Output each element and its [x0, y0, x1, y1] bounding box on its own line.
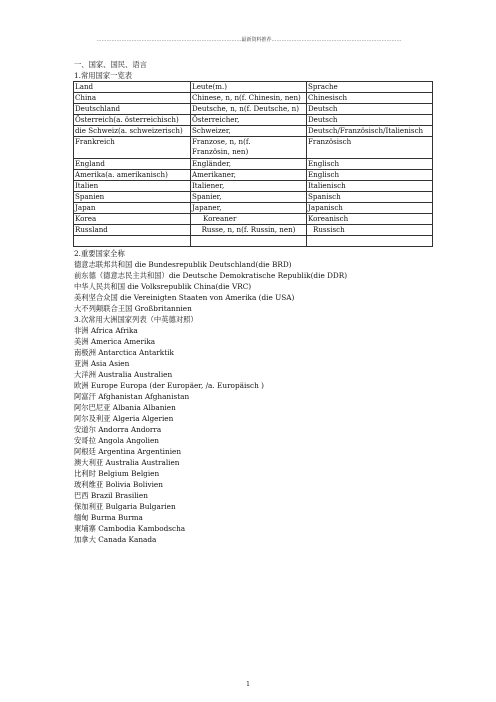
section3-line: 加拿大 Canada Kanada	[74, 535, 157, 544]
section2-line: 美利坚合众国 die Vereinigten Staaten von Amerika (die USA)	[74, 293, 295, 302]
cell-line: Französin, nen)	[192, 147, 249, 156]
table-row	[74, 181, 433, 192]
table-cell: Deutsch/Französisch/Italienisch	[307, 126, 433, 137]
table-cell: Französisch	[307, 137, 433, 159]
table-header-cell: Sprache	[307, 82, 433, 93]
table-cell: Italienisch	[307, 181, 433, 192]
section3-line: 巴西 Brazil Brasilien	[74, 491, 148, 500]
section3-line: 阿富汗 Afghanistan Afghanistan	[74, 392, 190, 401]
section3-line: 安道尔 Andorra Andorra	[74, 425, 162, 434]
table-cell: Deutschland	[74, 104, 191, 115]
table-cell: die Schweiz(a. schweizerisch)	[74, 126, 191, 137]
section3-line: 玻利维亚 Bolivia Bolivien	[74, 480, 163, 489]
table-row	[74, 170, 433, 181]
table-cell: Amerika(a. amerikanisch)	[74, 170, 191, 181]
header-dots-right: ……………………………………………………………………	[271, 37, 402, 43]
header-label: 最新资料推荐	[241, 37, 272, 43]
table-cell: Italiener,	[191, 181, 307, 192]
section2-line: 中华人民共和国 die Volksrepublik China(die VRC)	[74, 282, 252, 291]
table-cell: Englisch	[307, 170, 433, 181]
table-cell: Spanier,	[191, 192, 307, 203]
section2-heading: 2.重要国家全称	[74, 249, 125, 258]
table-cell: Chinese, n, n(f. Chinesin, nen)	[191, 93, 307, 104]
section3-line: 欧洲 Europe Europa (der Europäer, /a. Europäisch )	[74, 381, 265, 390]
table-header-cell: Land	[74, 82, 191, 93]
table-cell: Deutsch	[307, 104, 433, 115]
table-row	[74, 115, 433, 126]
table-cell: Spanien	[74, 192, 191, 203]
table-row	[74, 225, 433, 236]
table-header-cell: Leute(m.)	[191, 82, 307, 93]
section3-line: 亚洲 Asia Asien	[74, 359, 130, 368]
table-cell: Russe, n, n(f. Russin, nen)	[191, 225, 307, 236]
table-row	[74, 214, 433, 225]
section3-line: 阿尔及利亚 Algeria Algerien	[74, 414, 174, 423]
table-cell	[74, 236, 191, 247]
table-cell: Spanisch	[307, 192, 433, 203]
section3-line: 安哥拉 Angola Angolien	[74, 436, 159, 445]
table-cell: Italien	[74, 181, 191, 192]
table-row	[74, 93, 433, 104]
table-cell: Japanisch	[307, 203, 433, 214]
table-cell-multiline	[191, 137, 307, 159]
section3-line: 缅甸 Burma Burma	[74, 513, 143, 522]
header-dots-left: ……………………………………………………………………………	[96, 37, 242, 43]
section3-line: 大洋洲 Australia Australien	[74, 370, 173, 379]
country-table	[73, 81, 433, 247]
document-body	[74, 59, 434, 545]
table-cell: Engländer,	[191, 159, 307, 170]
table-cell	[307, 236, 433, 247]
table-cell: Chinesisch	[307, 93, 433, 104]
table-header-row	[74, 82, 433, 93]
table-row	[74, 192, 433, 203]
section3-line: 比利时 Belgium Belgien	[74, 469, 160, 478]
table-row	[74, 104, 433, 115]
cell-line: Franzose, n, n(f.	[192, 137, 251, 146]
section3-line: 阿尔巴尼亚 Albania Albanien	[74, 403, 176, 412]
table-row	[74, 126, 433, 137]
table-cell: Österreich(a. österreichisch)	[74, 115, 191, 126]
table-cell: Japaner,	[191, 203, 307, 214]
section2-line: 德意志联邦共和国 die Bundesrepublik Deutschland(die BRD)	[74, 260, 292, 269]
table-cell: China	[74, 93, 191, 104]
section3-line: 澳大利亚 Australia Australien	[74, 458, 180, 467]
table-row	[74, 159, 433, 170]
table-cell: Koreaner	[191, 214, 307, 225]
table-cell	[191, 236, 307, 247]
section1-subheading: 1.常用国家一览表	[74, 71, 133, 80]
page-header	[88, 36, 410, 44]
table-cell: Frankreich	[74, 137, 191, 159]
section3-line: 非洲 Africa Afrika	[74, 326, 138, 335]
table-cell: Deutsch	[307, 115, 433, 126]
section3-line: 保加利亚 Bulgaria Bulgarien	[74, 502, 176, 511]
table-cell: Schweizer,	[191, 126, 307, 137]
table-cell: Korea	[74, 214, 191, 225]
table-row	[74, 137, 433, 159]
section2-line: 前东德（德意志民主共和国）die Deutsche Demokratische Republik(die DDR)	[74, 271, 348, 280]
section3-heading: 3.次常用大洲国家列表（中英德对照）	[74, 315, 198, 324]
section3-line: 柬埔寨 Cambodia Kambodscha	[74, 524, 186, 533]
table-cell: England	[74, 159, 191, 170]
table-cell: Österreicher,	[191, 115, 307, 126]
page-number: 1	[246, 681, 250, 688]
section2-line: 大不列颠联合王国 Großbritannien	[74, 304, 192, 313]
section3-line: 美洲 America Amerika	[74, 337, 156, 346]
table-cell: Russisch	[307, 225, 433, 236]
table-cell: Deutsche, n, n(f. Deutsche, n)	[191, 104, 307, 115]
table-cell: Englisch	[307, 159, 433, 170]
section3-line: 阿根廷 Argentina Argentinien	[74, 447, 182, 456]
section3-line: 南极洲 Antarctica Antarktik	[74, 348, 174, 357]
section1-heading: 一、国家、国民、语言	[74, 60, 147, 69]
table-blank-row	[74, 236, 433, 247]
table-cell: Koreanisch	[307, 214, 433, 225]
table-cell: Russland	[74, 225, 191, 236]
table-cell: Amerikaner,	[191, 170, 307, 181]
table-cell: Japan	[74, 203, 191, 214]
table-row	[74, 203, 433, 214]
